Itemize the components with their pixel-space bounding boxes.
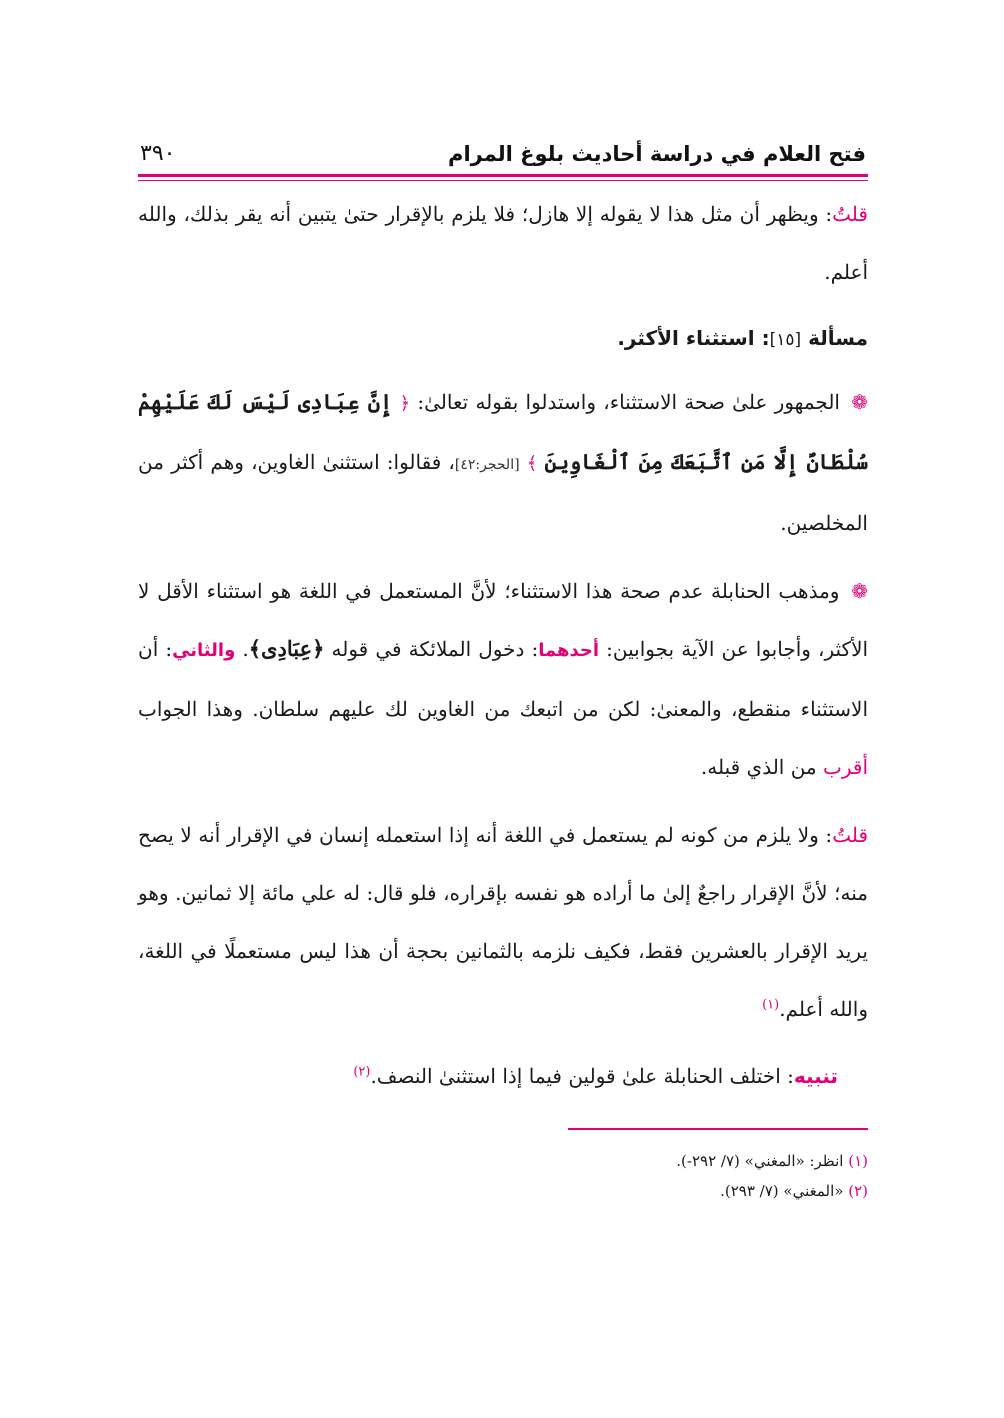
heading-prefix: مسألة — [808, 326, 868, 350]
ornate-bracket-open-icon: ﴿ — [399, 393, 411, 414]
paragraph-text: : أن الاستثناء منقطع، والمعنىٰ: لكن من اتبعك من الغاوين لك عليهم سلطان. وهذا الجواب — [138, 637, 868, 721]
running-header — [138, 120, 868, 166]
section-heading — [138, 311, 868, 367]
qultu-label: قلتُ — [832, 202, 868, 226]
heading-number: [١٥] — [769, 330, 802, 350]
footnote-1 — [138, 1146, 868, 1176]
book-page — [138, 120, 868, 1206]
paragraph-text: ومذهب الحنابلة عدم صحة هذا الاستثناء؛ لأنَّ المستعمل في اللغة هو استثناء الأقل لا الأكثر، وأجابوا عن الآية بجوابين: — [138, 579, 869, 661]
footnote-number: (١) — [848, 1152, 868, 1170]
paragraph-qultu-2 — [138, 806, 868, 1038]
notice-text: : اختلف الحنابلة علىٰ قولين فيما إذا استثنىٰ النصف. — [370, 1064, 794, 1088]
flower-icon: ❁ — [851, 579, 868, 603]
footnotes — [138, 1146, 868, 1206]
quran-verse: إِنَّ عِبَادِى لَيْسَ لَكَ عَلَيْهِمْ سُلْطَانٌ إِلَّا مَنِ ٱتَّبَعَكَ مِنَ ٱلْغَاوِينَ — [138, 389, 869, 474]
paragraph-text: : دخول الملائكة في قوله — [331, 637, 539, 661]
paragraph-text: الجمهور علىٰ صحة الاستثناء، واستدلوا بقوله تعالىٰ: — [417, 390, 840, 414]
qultu-label: قلتُ — [832, 823, 869, 847]
highlight-word: أقرب — [823, 755, 868, 779]
paragraph-text: . — [242, 637, 249, 661]
ornate-bracket-close-icon: ﴾ — [526, 453, 538, 474]
footnote-text: «المغني» (٧/ ٢٩٣). — [720, 1182, 844, 1200]
footnote-2 — [138, 1176, 868, 1206]
paragraph-text: : ولا يلزم من كونه لم يستعمل في اللغة أنه إذا استعمله إنسان في الإقرار أنه لا يصح منه؛ لأنَّ الإقرار راجعٌ إلىٰ ما أراده هو نفسه بإقراره، فلو قال: له علي مائة إلا ثمانين. وهو يريد الإقرار بالعشرين فقط، فكيف نلزمه بالثمانين بحجة أن هذا ليس مستعملًا في اللغة، والله أعلم. — [138, 823, 868, 1021]
footnote-number: (٢) — [848, 1182, 868, 1200]
paragraph-hanabila — [138, 562, 868, 796]
footnote-ref-1[interactable]: (١) — [762, 997, 780, 1013]
heading-title: : استثناء الأكثر. — [617, 326, 770, 350]
paragraph-text: : ويظهر أن مثل هذا لا يقوله إلا هازل؛ فلا يلزم بالإقرار حتىٰ يتبين أنه يقر بذلك، والله أعلم. — [138, 202, 868, 284]
footnote-ref-2[interactable]: (٢) — [353, 1064, 371, 1080]
flower-icon: ❁ — [851, 390, 869, 414]
header-rule — [138, 174, 868, 177]
page-number: ٣٩٠ — [140, 141, 176, 166]
paragraph-text: ، فقالوا: استثنىٰ الغاوين، وهم أكثر من المخلصين. — [138, 450, 868, 535]
notice-paragraph — [138, 1048, 838, 1104]
paragraph-majority — [138, 373, 868, 552]
verse-reference: [الحجر:٤٢] — [454, 457, 520, 473]
second-answer-label: والثاني — [172, 640, 236, 661]
book-title: فتح العلام في دراسة أحاديث بلوغ المرام — [448, 142, 866, 166]
notice-label: تنبيه — [793, 1064, 838, 1088]
header-rule-thin — [138, 180, 868, 181]
first-answer-label: أحدهما — [538, 640, 600, 661]
quran-word: ﴿عِبَادِى﴾ — [248, 636, 325, 661]
paragraph-text: من الذي قبله. — [700, 755, 817, 779]
footnote-text: انظر: «المغني» (٧/ ٢٩٢-). — [676, 1152, 844, 1170]
footnote-rule — [568, 1128, 868, 1130]
paragraph-qultu-1 — [138, 185, 868, 301]
